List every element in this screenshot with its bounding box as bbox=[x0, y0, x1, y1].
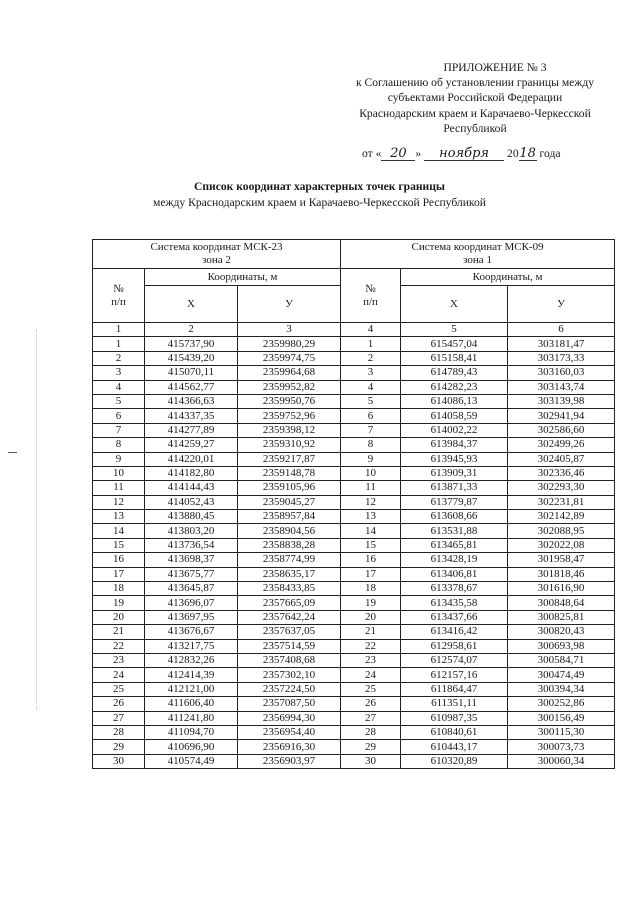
left-y-value: 2356916,30 bbox=[238, 740, 341, 754]
right-x-value: 613871,33 bbox=[401, 481, 508, 495]
left-point-number: 7 bbox=[93, 423, 145, 437]
right-y-value: 300693,98 bbox=[508, 639, 615, 653]
table-row bbox=[93, 596, 615, 610]
table-row bbox=[93, 754, 615, 768]
right-x-value: 613435,58 bbox=[401, 596, 508, 610]
right-point-number: 20 bbox=[341, 610, 401, 624]
document-subtitle: между Краснодарским краем и Карачаево-Черкесской Республикой bbox=[153, 196, 486, 209]
table-row bbox=[93, 495, 615, 509]
annex-line: субъектами Российской Федерации bbox=[387, 91, 563, 105]
annex-title: ПРИЛОЖЕНИЕ № 3 bbox=[443, 61, 547, 74]
right-x-value: 613465,81 bbox=[401, 538, 508, 552]
table-row bbox=[93, 567, 615, 581]
left-x-value: 412832,26 bbox=[145, 653, 238, 667]
right-y-value: 302088,95 bbox=[508, 524, 615, 538]
table-row bbox=[93, 653, 615, 667]
right-x-value: 614058,59 bbox=[401, 409, 508, 423]
right-point-number: 12 bbox=[341, 495, 401, 509]
left-point-number: 20 bbox=[93, 610, 145, 624]
table-row bbox=[93, 438, 615, 452]
left-x-value: 413698,37 bbox=[145, 553, 238, 567]
left-x-value: 415737,90 bbox=[145, 337, 238, 351]
scan-artifact bbox=[36, 330, 38, 710]
right-point-number: 25 bbox=[341, 682, 401, 696]
right-x-value: 613378,67 bbox=[401, 582, 508, 596]
annex-line: Краснодарским краем и Карачаево-Черкесской bbox=[359, 106, 591, 120]
column-number: 3 bbox=[238, 323, 341, 337]
left-point-number: 29 bbox=[93, 740, 145, 754]
right-x-value: 613531,88 bbox=[401, 524, 508, 538]
left-y-value: 2359045,27 bbox=[238, 495, 341, 509]
left-point-number: 30 bbox=[93, 754, 145, 768]
num-symbol: № bbox=[365, 282, 376, 295]
left-y-value: 2358838,28 bbox=[238, 538, 341, 552]
right-x-value: 612157,16 bbox=[401, 668, 508, 682]
left-y-value: 2359952,82 bbox=[238, 380, 341, 394]
right-x-value: 613779,87 bbox=[401, 495, 508, 509]
right-x-value: 612574,07 bbox=[401, 653, 508, 667]
left-y-value: 2359980,29 bbox=[238, 337, 341, 351]
right-x-value: 614282,23 bbox=[401, 380, 508, 394]
left-num-header bbox=[93, 269, 145, 323]
right-y-value: 302293,30 bbox=[508, 481, 615, 495]
left-x-value: 413803,20 bbox=[145, 524, 238, 538]
left-y-value: 2359964,68 bbox=[238, 366, 341, 380]
left-y-value: 2357224,50 bbox=[238, 682, 341, 696]
left-y-value: 2357665,09 bbox=[238, 596, 341, 610]
left-point-number: 26 bbox=[93, 697, 145, 711]
right-x-value: 610320,89 bbox=[401, 754, 508, 768]
right-x-value: 613945,93 bbox=[401, 452, 508, 466]
right-point-number: 5 bbox=[341, 394, 401, 408]
right-point-number: 14 bbox=[341, 524, 401, 538]
left-x-value: 412414,39 bbox=[145, 668, 238, 682]
left-x-value: 414337,35 bbox=[145, 409, 238, 423]
right-y-value: 300474,49 bbox=[508, 668, 615, 682]
left-system-header bbox=[93, 240, 341, 269]
left-point-number: 23 bbox=[93, 653, 145, 667]
table-row bbox=[93, 337, 615, 351]
right-system-zone: зона 1 bbox=[463, 254, 492, 266]
right-y-value: 300825,81 bbox=[508, 610, 615, 624]
right-point-number: 17 bbox=[341, 567, 401, 581]
right-y-value: 303160,03 bbox=[508, 366, 615, 380]
right-x-value: 613416,42 bbox=[401, 625, 508, 639]
right-y-value: 303173,33 bbox=[508, 351, 615, 365]
right-y-value: 303139,98 bbox=[508, 394, 615, 408]
table-row bbox=[93, 510, 615, 524]
left-point-number: 4 bbox=[93, 380, 145, 394]
left-y-value: 2359752,96 bbox=[238, 409, 341, 423]
left-y-value: 2358635,17 bbox=[238, 567, 341, 581]
left-y-value: 2358433,85 bbox=[238, 582, 341, 596]
date-suffix: года bbox=[539, 147, 561, 160]
column-number: 1 bbox=[93, 323, 145, 337]
left-point-number: 11 bbox=[93, 481, 145, 495]
right-x-header: Х bbox=[401, 286, 508, 323]
left-point-number: 8 bbox=[93, 438, 145, 452]
right-y-value: 300252,86 bbox=[508, 697, 615, 711]
left-point-number: 5 bbox=[93, 394, 145, 408]
left-y-value: 2357637,05 bbox=[238, 625, 341, 639]
right-y-value: 300848,64 bbox=[508, 596, 615, 610]
document-title: Список координат характерных точек границы bbox=[194, 180, 445, 193]
left-x-value: 413217,75 bbox=[145, 639, 238, 653]
right-y-value: 302022,08 bbox=[508, 538, 615, 552]
right-point-number: 2 bbox=[341, 351, 401, 365]
right-y-value: 300060,34 bbox=[508, 754, 615, 768]
left-y-value: 2358904,56 bbox=[238, 524, 341, 538]
left-x-value: 413675,77 bbox=[145, 567, 238, 581]
right-x-value: 610443,17 bbox=[401, 740, 508, 754]
right-x-value: 615457,04 bbox=[401, 337, 508, 351]
right-y-value: 302336,46 bbox=[508, 466, 615, 480]
left-x-value: 411606,40 bbox=[145, 697, 238, 711]
table-row bbox=[93, 380, 615, 394]
right-point-number: 4 bbox=[341, 380, 401, 394]
left-x-value: 414562,77 bbox=[145, 380, 238, 394]
left-y-value: 2356903,97 bbox=[238, 754, 341, 768]
left-x-value: 414259,27 bbox=[145, 438, 238, 452]
right-x-value: 612958,61 bbox=[401, 639, 508, 653]
right-y-value: 300584,71 bbox=[508, 653, 615, 667]
right-system-header bbox=[341, 240, 615, 269]
left-x-value: 411094,70 bbox=[145, 725, 238, 739]
left-y-value: 2357087,50 bbox=[238, 697, 341, 711]
left-x-value: 413696,07 bbox=[145, 596, 238, 610]
left-y-value: 2356994,30 bbox=[238, 711, 341, 725]
left-point-number: 27 bbox=[93, 711, 145, 725]
table-row bbox=[93, 351, 615, 365]
right-point-number: 18 bbox=[341, 582, 401, 596]
left-x-value: 411241,80 bbox=[145, 711, 238, 725]
date-year-suffix: 18 bbox=[519, 146, 536, 161]
right-y-value: 303143,74 bbox=[508, 380, 615, 394]
table-row bbox=[93, 366, 615, 380]
table-row bbox=[93, 524, 615, 538]
table-row bbox=[93, 740, 615, 754]
right-point-number: 19 bbox=[341, 596, 401, 610]
left-y-value: 2359974,75 bbox=[238, 351, 341, 365]
table-row bbox=[93, 553, 615, 567]
left-point-number: 12 bbox=[93, 495, 145, 509]
right-y-value: 300820,43 bbox=[508, 625, 615, 639]
right-y-value: 301818,46 bbox=[508, 567, 615, 581]
num-abbr: п/п bbox=[111, 295, 126, 308]
table-row bbox=[93, 725, 615, 739]
date-month: ноября bbox=[424, 147, 504, 161]
left-y-value: 2359950,76 bbox=[238, 394, 341, 408]
right-x-value: 613406,81 bbox=[401, 567, 508, 581]
left-system-zone: зона 2 bbox=[202, 254, 231, 266]
right-y-value: 300156,49 bbox=[508, 711, 615, 725]
column-number: 5 bbox=[401, 323, 508, 337]
annex-date bbox=[362, 147, 612, 161]
right-y-value: 302405,87 bbox=[508, 452, 615, 466]
left-x-value: 414052,43 bbox=[145, 495, 238, 509]
right-x-value: 613437,66 bbox=[401, 610, 508, 624]
left-x-value: 413676,67 bbox=[145, 625, 238, 639]
right-x-value: 614086,13 bbox=[401, 394, 508, 408]
left-x-value: 413645,87 bbox=[145, 582, 238, 596]
right-point-number: 21 bbox=[341, 625, 401, 639]
table-row bbox=[93, 582, 615, 596]
table-row bbox=[93, 423, 615, 437]
right-y-value: 302499,26 bbox=[508, 438, 615, 452]
left-point-number: 1 bbox=[93, 337, 145, 351]
left-point-number: 25 bbox=[93, 682, 145, 696]
left-coords-header: Координаты, м bbox=[145, 269, 341, 286]
left-x-value: 414182,80 bbox=[145, 466, 238, 480]
table-row bbox=[93, 409, 615, 423]
right-y-value: 300115,30 bbox=[508, 725, 615, 739]
table-row bbox=[93, 481, 615, 495]
date-prefix: от « bbox=[362, 147, 382, 160]
annex-header bbox=[330, 60, 620, 136]
right-x-value: 610840,61 bbox=[401, 725, 508, 739]
column-number: 6 bbox=[508, 323, 615, 337]
left-point-number: 10 bbox=[93, 466, 145, 480]
left-point-number: 18 bbox=[93, 582, 145, 596]
right-x-value: 614789,43 bbox=[401, 366, 508, 380]
left-y-value: 2358774,99 bbox=[238, 553, 341, 567]
left-y-value: 2358957,84 bbox=[238, 510, 341, 524]
right-point-number: 6 bbox=[341, 409, 401, 423]
left-system-name: Система координат МСК-23 bbox=[150, 241, 283, 253]
table-row bbox=[93, 610, 615, 624]
right-point-number: 9 bbox=[341, 452, 401, 466]
system-header-row bbox=[93, 240, 615, 269]
margin-mark bbox=[8, 452, 17, 453]
left-x-value: 410696,90 bbox=[145, 740, 238, 754]
left-point-number: 19 bbox=[93, 596, 145, 610]
left-x-value: 414366,63 bbox=[145, 394, 238, 408]
right-point-number: 3 bbox=[341, 366, 401, 380]
right-point-number: 16 bbox=[341, 553, 401, 567]
left-x-value: 414144,43 bbox=[145, 481, 238, 495]
right-point-number: 13 bbox=[341, 510, 401, 524]
left-y-value: 2357302,10 bbox=[238, 668, 341, 682]
left-point-number: 13 bbox=[93, 510, 145, 524]
table-row bbox=[93, 625, 615, 639]
right-y-value: 300394,34 bbox=[508, 682, 615, 696]
right-point-number: 11 bbox=[341, 481, 401, 495]
left-point-number: 16 bbox=[93, 553, 145, 567]
right-y-value: 302586,60 bbox=[508, 423, 615, 437]
left-point-number: 22 bbox=[93, 639, 145, 653]
left-point-number: 3 bbox=[93, 366, 145, 380]
right-y-value: 302941,94 bbox=[508, 409, 615, 423]
right-x-value: 613608,66 bbox=[401, 510, 508, 524]
left-point-number: 17 bbox=[93, 567, 145, 581]
right-point-number: 26 bbox=[341, 697, 401, 711]
column-number: 2 bbox=[145, 323, 238, 337]
table-row bbox=[93, 668, 615, 682]
right-point-number: 8 bbox=[341, 438, 401, 452]
left-y-value: 2357408,68 bbox=[238, 653, 341, 667]
table-row bbox=[93, 682, 615, 696]
left-x-value: 415070,11 bbox=[145, 366, 238, 380]
column-number: 4 bbox=[341, 323, 401, 337]
right-num-header bbox=[341, 269, 401, 323]
left-point-number: 14 bbox=[93, 524, 145, 538]
num-abbr: п/п bbox=[363, 295, 378, 308]
left-x-value: 413736,54 bbox=[145, 538, 238, 552]
table-row bbox=[93, 394, 615, 408]
right-point-number: 1 bbox=[341, 337, 401, 351]
left-x-value: 414277,89 bbox=[145, 423, 238, 437]
right-system-name: Система координат МСК-09 bbox=[411, 241, 544, 253]
left-point-number: 6 bbox=[93, 409, 145, 423]
left-point-number: 9 bbox=[93, 452, 145, 466]
right-x-value: 615158,41 bbox=[401, 351, 508, 365]
right-x-value: 610987,35 bbox=[401, 711, 508, 725]
right-y-value: 301616,90 bbox=[508, 582, 615, 596]
left-x-value: 415439,20 bbox=[145, 351, 238, 365]
left-y-value: 2357514,59 bbox=[238, 639, 341, 653]
table-row bbox=[93, 697, 615, 711]
right-y-value: 302142,89 bbox=[508, 510, 615, 524]
right-y-value: 301958,47 bbox=[508, 553, 615, 567]
right-point-number: 22 bbox=[341, 639, 401, 653]
right-point-number: 28 bbox=[341, 725, 401, 739]
right-point-number: 27 bbox=[341, 711, 401, 725]
left-x-value: 410574,49 bbox=[145, 754, 238, 768]
annex-line: Республикой bbox=[443, 121, 507, 135]
right-y-header: У bbox=[508, 286, 615, 323]
table-row bbox=[93, 538, 615, 552]
date-year-prefix: 20 bbox=[507, 147, 519, 160]
left-x-value: 412121,00 bbox=[145, 682, 238, 696]
table-row bbox=[93, 452, 615, 466]
coords-header-row bbox=[93, 269, 615, 286]
date-day: 20 bbox=[381, 147, 415, 161]
right-x-value: 611864,47 bbox=[401, 682, 508, 696]
left-y-header: У bbox=[238, 286, 341, 323]
left-point-number: 24 bbox=[93, 668, 145, 682]
left-point-number: 2 bbox=[93, 351, 145, 365]
right-x-value: 613984,37 bbox=[401, 438, 508, 452]
right-coords-header: Координаты, м bbox=[401, 269, 615, 286]
left-x-value: 413880,45 bbox=[145, 510, 238, 524]
right-point-number: 23 bbox=[341, 653, 401, 667]
right-x-value: 611351,11 bbox=[401, 697, 508, 711]
coordinates-table bbox=[92, 239, 615, 769]
right-point-number: 10 bbox=[341, 466, 401, 480]
right-point-number: 24 bbox=[341, 668, 401, 682]
left-y-value: 2359310,92 bbox=[238, 438, 341, 452]
left-y-value: 2357642,24 bbox=[238, 610, 341, 624]
left-point-number: 28 bbox=[93, 725, 145, 739]
right-x-value: 614002,22 bbox=[401, 423, 508, 437]
table-row bbox=[93, 711, 615, 725]
right-point-number: 15 bbox=[341, 538, 401, 552]
left-y-value: 2359148,78 bbox=[238, 466, 341, 480]
right-point-number: 7 bbox=[341, 423, 401, 437]
table-row bbox=[93, 639, 615, 653]
table-row bbox=[93, 466, 615, 480]
left-x-header: Х bbox=[145, 286, 238, 323]
num-symbol: № bbox=[113, 282, 124, 295]
left-x-value: 413697,95 bbox=[145, 610, 238, 624]
left-y-value: 2356954,40 bbox=[238, 725, 341, 739]
left-point-number: 15 bbox=[93, 538, 145, 552]
column-number-row bbox=[93, 323, 615, 337]
left-x-value: 414220,01 bbox=[145, 452, 238, 466]
right-y-value: 303181,47 bbox=[508, 337, 615, 351]
right-y-value: 302231,81 bbox=[508, 495, 615, 509]
left-y-value: 2359398,12 bbox=[238, 423, 341, 437]
left-point-number: 21 bbox=[93, 625, 145, 639]
right-point-number: 30 bbox=[341, 754, 401, 768]
right-x-value: 613909,31 bbox=[401, 466, 508, 480]
right-y-value: 300073,73 bbox=[508, 740, 615, 754]
right-x-value: 613428,19 bbox=[401, 553, 508, 567]
annex-line: к Соглашению об установлении границы между bbox=[355, 76, 595, 90]
left-y-value: 2359105,96 bbox=[238, 481, 341, 495]
left-y-value: 2359217,87 bbox=[238, 452, 341, 466]
date-mid: » bbox=[415, 147, 422, 160]
right-point-number: 29 bbox=[341, 740, 401, 754]
